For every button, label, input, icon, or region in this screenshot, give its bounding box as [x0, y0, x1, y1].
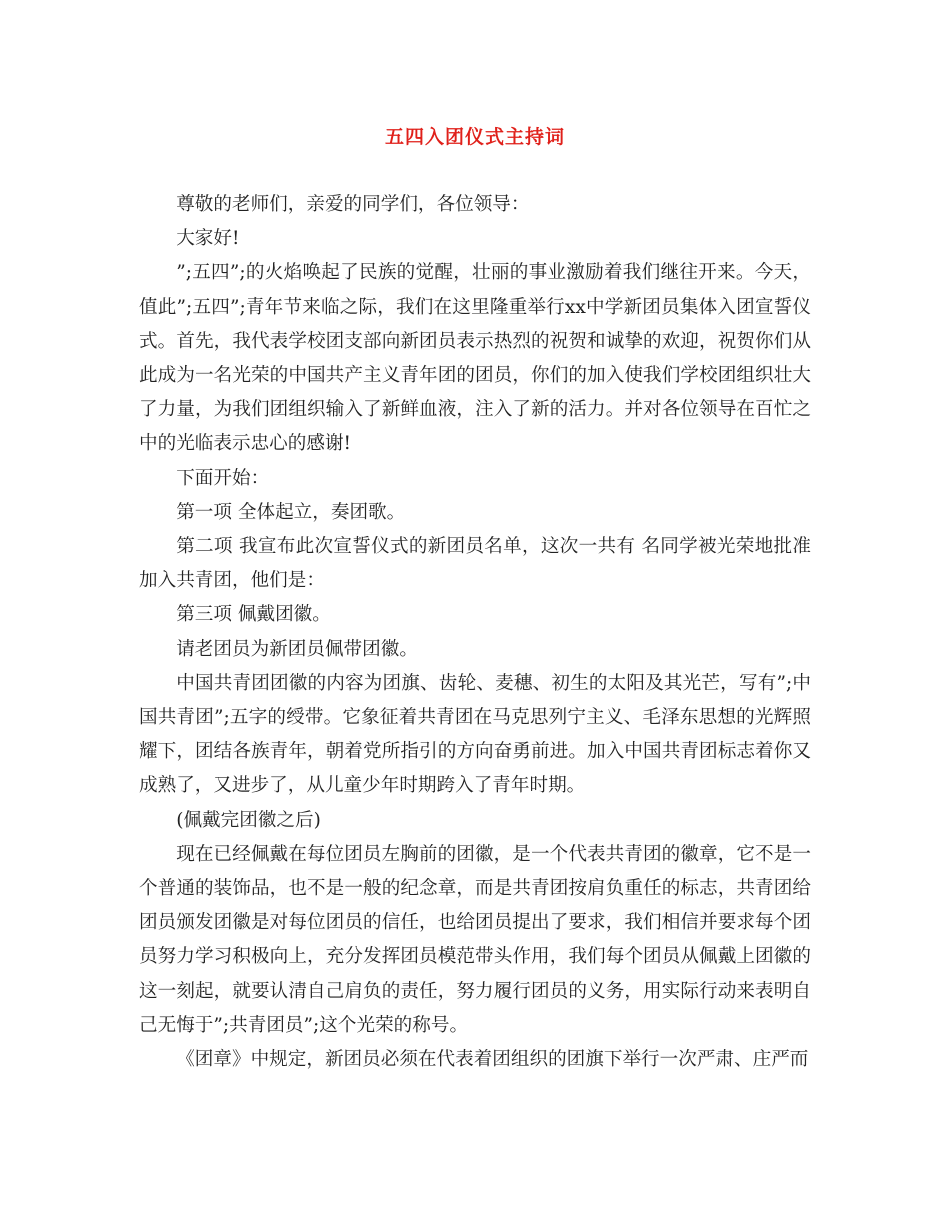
paragraph-badge-significance: 现在已经佩戴在每位团员左胸前的团徽，是一个代表共青团的徽章，它不是一个普通的装饰品，也不是一般的纪念章，而是共青团按肩负重任的标志，共青团给团员颁发团徽是对每位团员的信任，也给团员提出了要求，我们相信并要求每个团员努力学习积极向上，充分发挥团员模范带头作用，我们每个团员从佩戴上团徽的这一刻起，就要认清自己肩负的责任，努力履行团员的义务，用实际行动来表明自己无悔于”;共青团员”;这个光荣的称号。: [139, 843, 811, 1036]
paragraph-start: 下面开始：: [176, 467, 270, 489]
paragraph-salutation: 尊敬的老师们，亲爱的同学们，各位领导：: [176, 194, 530, 215]
paragraph-item-3: 第三项 佩戴团徽。: [176, 604, 331, 626]
paragraph-charter: 《团章》中规定，新团员必须在代表着团组织的团旗下举行一次严肃、庄严而: [176, 1049, 809, 1071]
paragraph-item-1: 第一项 全体起立，奏团歌。: [176, 501, 406, 523]
paragraph-greeting: 大家好!: [176, 228, 240, 250]
paragraph-badge-meaning: 中国共青团团徽的内容为团旗、齿轮、麦穗、初生的太阳及其光芒，写有”;中国共青团”;五字的绶带。它象征着共青团在马克思列宁主义、毛泽东思想的光辉照耀下，团结各族青年，朝着党所指引的方向奋勇前进。加入中国共青团标志着你又成熟了，又进步了，从儿童少年时期跨入了青年时期。: [139, 672, 811, 797]
document-body: [139, 188, 811, 1077]
paragraph-item-2: 第二项 我宣布此次宣誓仪式的新团员名单，这次一共有 名同学被光荣地批准加入共青团，他们是：: [139, 536, 811, 592]
document-title: 五四入团仪式主持词: [384, 126, 565, 148]
paragraph-badge-instruction: 请老团员为新团员佩带团徽。: [176, 638, 418, 660]
paragraph-after-badge: (佩戴完团徽之后): [176, 809, 321, 831]
paragraph-opening: ”;五四”;的火焰唤起了民族的觉醒，壮丽的事业激励着我们继往开来。今天，值此”;五四”;青年节来临之际，我们在这里隆重举行xx中学新团员集体入团宣誓仪式。首先，我代表学校团支部向新团员表示热烈的祝贺和诚挚的欢迎，祝贺你们从此成为一名光荣的中国共产主义青年团的团员，你们的加入使我们学校团组织壮大了力量，为我们团组织输入了新鲜血液，注入了新的活力。并对各位领导在百忙之中的光临表示忠心的感谢!: [139, 262, 811, 455]
